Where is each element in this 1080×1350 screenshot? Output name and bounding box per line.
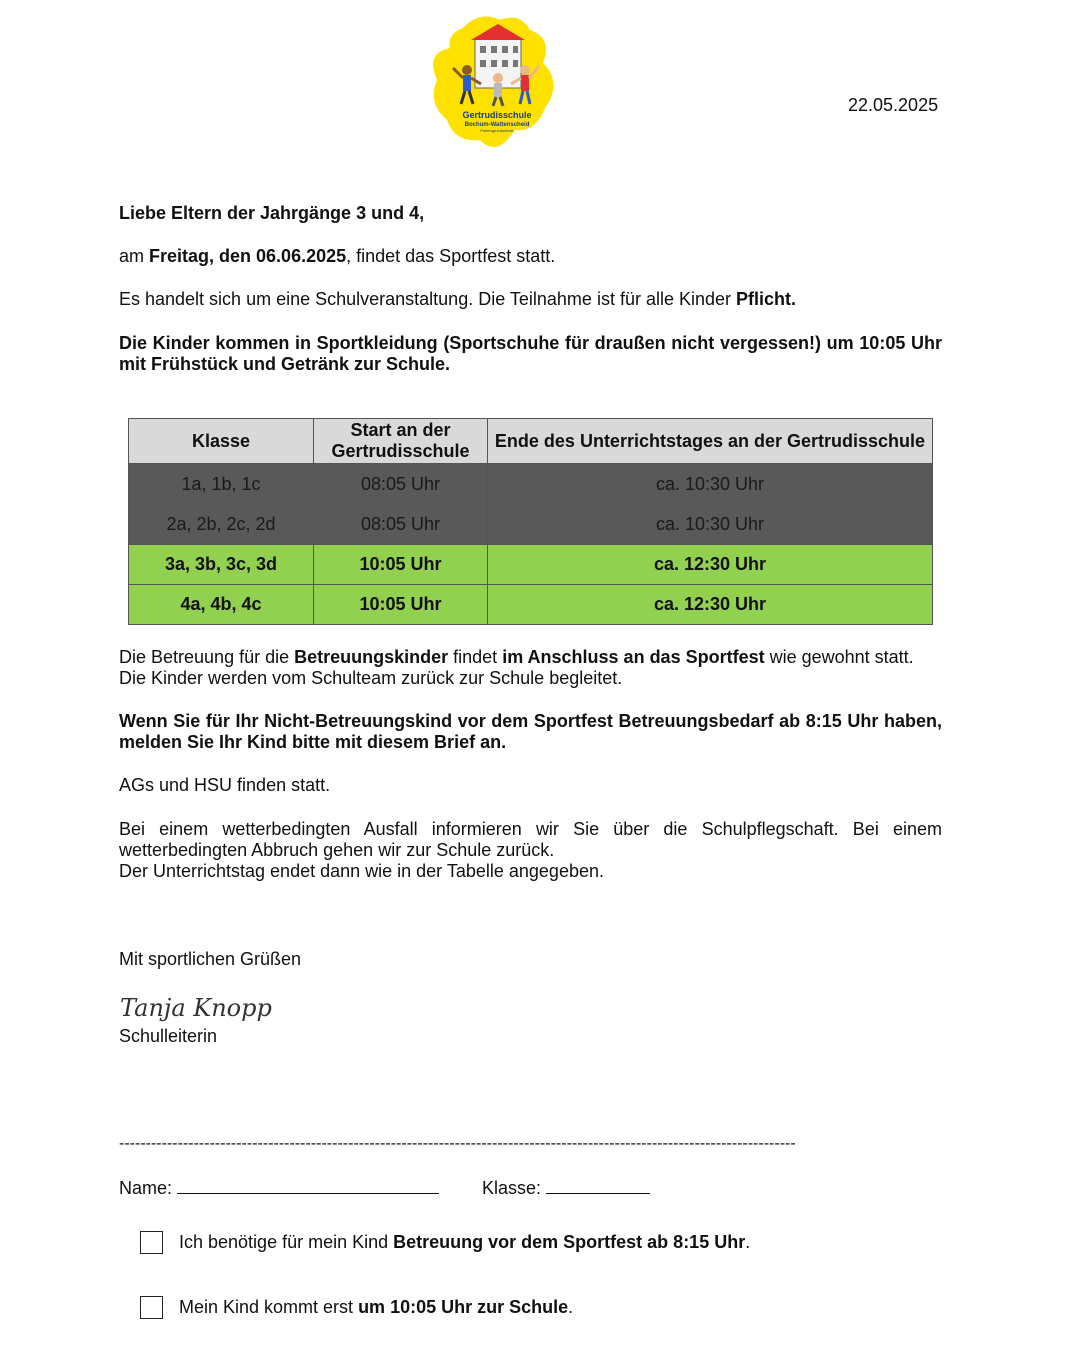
option-care-label: Ich benötige für mein Kind Betreuung vor dem Sportfest ab 8:15 Uhr. <box>179 1232 751 1252</box>
table-row <box>129 504 933 545</box>
cell-klasse: 1a, 1b, 1c <box>129 464 314 505</box>
option-late-label: Mein Kind kommt erst um 10:05 Uhr zur Schule. <box>179 1297 574 1317</box>
cell-klasse: 4a, 4b, 4c <box>129 585 314 625</box>
option-late-row <box>140 1296 573 1319</box>
svg-text:Tanja Knopp: Tanja Knopp <box>120 994 272 1022</box>
table-row <box>129 464 933 505</box>
cell-start: 10:05 Uhr <box>314 545 488 585</box>
schedule-table <box>128 418 933 625</box>
clothing-paragraph: Die Kinder kommen in Sportkleidung (Sportschuhe für draußen nicht vergessen!) um 10:05 Uhr mit Frühstück und Getränk zur Schule. <box>119 333 942 374</box>
name-field[interactable] <box>177 1177 439 1194</box>
letter-date: 22.05.2025 <box>848 95 939 115</box>
school-logo-icon <box>425 8 565 158</box>
header-start: Start an der Gertrudisschule <box>314 419 488 464</box>
cell-ende: ca. 12:30 Uhr <box>488 585 933 625</box>
cell-start: 08:05 Uhr <box>314 504 488 545</box>
name-field-row <box>119 1177 439 1199</box>
cell-ende: ca. 12:30 Uhr <box>488 545 933 585</box>
cell-ende: ca. 10:30 Uhr <box>488 464 933 505</box>
ags-paragraph: AGs und HSU finden statt. <box>119 775 331 795</box>
closing: Mit sportlichen Grüßen <box>119 949 302 969</box>
table-row <box>129 585 933 625</box>
table-header-row <box>129 419 933 464</box>
class-field-row <box>482 1177 650 1199</box>
class-field[interactable] <box>546 1177 650 1194</box>
cut-line: ------------------------------------------------------------------------------------------------------------------------------- <box>119 1135 796 1152</box>
duty-paragraph: Es handelt sich um eine Schulveranstaltung. Die Teilnahme ist für alle Kinder Pflicht. <box>119 289 797 309</box>
option-care-checkbox[interactable] <box>140 1231 163 1254</box>
signature <box>118 990 278 1031</box>
cell-klasse: 3a, 3b, 3c, 3d <box>129 545 314 585</box>
signer-role: Schulleiterin <box>119 1026 218 1046</box>
care-paragraph: Die Betreuung für die Betreuungskinder findet im Anschluss an das Sportfest wie gewohnt statt. Die Kinder werden vom Schulteam zurück zur Schule begleitet. <box>119 647 914 688</box>
table-row <box>129 545 933 585</box>
weather-paragraph: Bei einem wetterbedingten Ausfall informieren wir Sie über die Schulpflegschaft. Bei einem wetterbedingten Abbruch gehen wir zur Schule zurück. Der Unterrichtstag endet dann wie in der Tabelle angegeben. <box>119 819 942 881</box>
header-klasse: Klasse <box>129 419 314 464</box>
option-late-checkbox[interactable] <box>140 1296 163 1319</box>
cell-klasse: 2a, 2b, 2c, 2d <box>129 504 314 545</box>
logo-title: Gertrudisschule <box>462 110 532 120</box>
cell-start: 08:05 Uhr <box>314 464 488 505</box>
cell-ende: ca. 10:30 Uhr <box>488 504 933 545</box>
greeting: Liebe Eltern der Jahrgänge 3 und 4, <box>119 203 425 223</box>
need-paragraph: Wenn Sie für Ihr Nicht-Betreuungskind vor dem Sportfest Betreuungsbedarf ab 8:15 Uhr haben, melden Sie Ihr Kind bitte mit diesem Brief an. <box>119 711 942 752</box>
cell-start: 10:05 Uhr <box>314 585 488 625</box>
header-ende: Ende des Unterrichtstages an der Gertrudisschule <box>488 419 933 464</box>
logo-tagline: Feriengrundschule <box>480 128 514 133</box>
logo-subtitle: Bochum-Wattenscheid <box>464 122 530 128</box>
class-label: Klasse: <box>482 1178 542 1198</box>
intro-paragraph: am Freitag, den 06.06.2025, findet das Sportfest statt. <box>119 246 556 266</box>
name-label: Name: <box>119 1178 173 1198</box>
school-logo <box>425 8 565 158</box>
option-care-row <box>140 1231 750 1254</box>
